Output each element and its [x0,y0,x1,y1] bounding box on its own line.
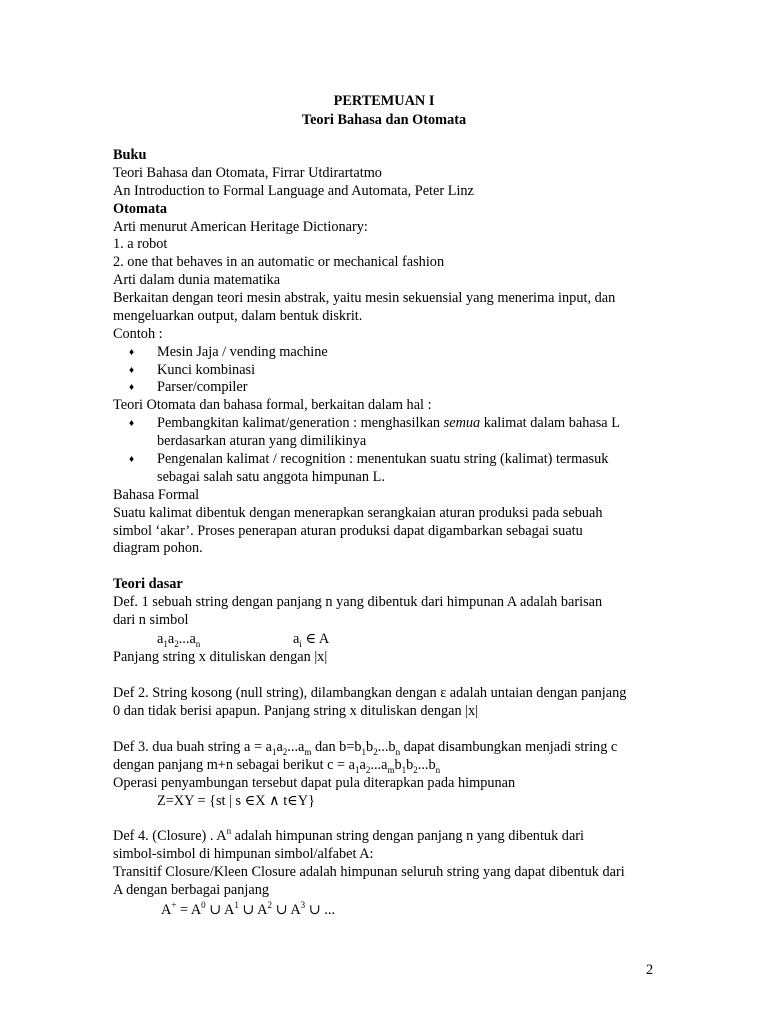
list-item: Pembangkitan kalimat/generation : menghasilkan semua kalimat dalam bahasa L [157,415,620,431]
otomata-heading: Otomata [113,201,167,217]
buku-item: Teori Bahasa dan Otomata, Firrar Utdirartatmo [113,165,382,181]
bullet-icon: ♦ [129,382,135,393]
paragraph-line: Contoh : [113,326,163,342]
paragraph-line: 1. a robot [113,236,168,252]
teori-dasar-heading: Teori dasar [113,576,183,592]
list-item: Kunci kombinasi [157,362,256,378]
paragraph-line: Def 2. String kosong (null string), dilambangkan dengan ε adalah untaian dengan panjang [113,685,627,701]
paragraph-line: Arti dalam dunia matematika [113,272,281,288]
list-item: Parser/compiler [157,379,248,395]
buku-item: An Introduction to Formal Language and Automata, Peter Linz [113,183,474,199]
paragraph-line: dengan panjang m+n sebagai berikut $c = a_1a_2...a_mb_1b_2...b_n$ [113,757,441,775]
paragraph-line: Teori Otomata dan bahasa formal, berkaitan dalam hal : [113,397,432,413]
page-title: PERTEMUAN I [333,93,435,109]
formula: Z=XY = {st | s ∈X ∧ t∈Y} [157,793,315,809]
paragraph-line: 2. one that behaves in an automatic or mechanical fashion [113,254,445,270]
paragraph-line: Def. 1 sebuah string dengan panjang n yang dibentuk dari himpunan A adalah barisan [113,594,603,610]
paragraph-line: Panjang string x dituliskan dengan |x| [113,649,328,665]
buku-heading: Buku [113,147,147,163]
bullet-icon: ♦ [129,365,135,376]
paragraph-line: Arti menurut American Heritage Dictionary: [113,219,368,235]
paragraph-line: dari n simbol [113,612,189,628]
paragraph-line: simbol-simbol di himpunan simbol/alfabet A: [113,846,374,862]
formula: $a_i$ ∈ A [293,631,330,649]
list-item-continued: berdasarkan aturan yang dimilikinya [157,433,367,449]
list-item: Mesin Jaja / vending machine [157,344,328,360]
list-item: Pengenalan kalimat / recognition : menentukan suatu string (kalimat) termasuk [157,451,609,467]
formula: $A^+ = A^0$ ∪ $A^1$ ∪ $A^2$ ∪ $A^3$ ∪ ... [161,900,336,918]
paragraph-line: Suatu kalimat dibentuk dengan menerapkan serangkaian aturan produksi pada sebuah [113,505,603,521]
paragraph-line: Def 4. (Closure) . $A^n$ adalah himpunan string dengan panjang n yang dibentuk dari [113,826,585,844]
paragraph-line: Def 3. dua buah string $a = a_1a_2...a_m$ dan $b=b_1b_2...b_n$ dapat disambungkan menjadi string c [113,739,618,757]
bullet-icon: ♦ [129,418,135,429]
bullet-icon: ♦ [129,347,135,358]
paragraph-line: mengeluarkan output, dalam bentuk diskrit. [113,308,363,324]
bullet-icon: ♦ [129,454,135,465]
paragraph-line: diagram pohon. [113,540,203,556]
paragraph-line: simbol ‘akar’. Proses penerapan aturan produksi dapat digambarkan sebagai suatu [113,523,583,539]
paragraph-line: 0 dan tidak berisi apapun. Panjang string x dituliskan dengan |x| [113,703,479,719]
paragraph-line: A dengan berbagai panjang [113,882,270,898]
paragraph-line: Transitif Closure/Kleen Closure adalah himpunan seluruh string yang dapat dibentuk dari [113,864,625,880]
page-number: 2 [646,962,654,978]
paragraph-line: Bahasa Formal [113,487,200,503]
formula: $a_1a_2...a_n$ [157,631,201,649]
list-item-continued: sebagai salah satu anggota himpunan L. [157,469,385,485]
paragraph-line: Berkaitan dengan teori mesin abstrak, yaitu mesin sekuensial yang menerima input, dan [113,290,616,306]
paragraph-line: Operasi penyambungan tersebut dapat pula diterapkan pada himpunan [113,775,516,791]
page-subtitle: Teori Bahasa dan Otomata [301,112,467,128]
